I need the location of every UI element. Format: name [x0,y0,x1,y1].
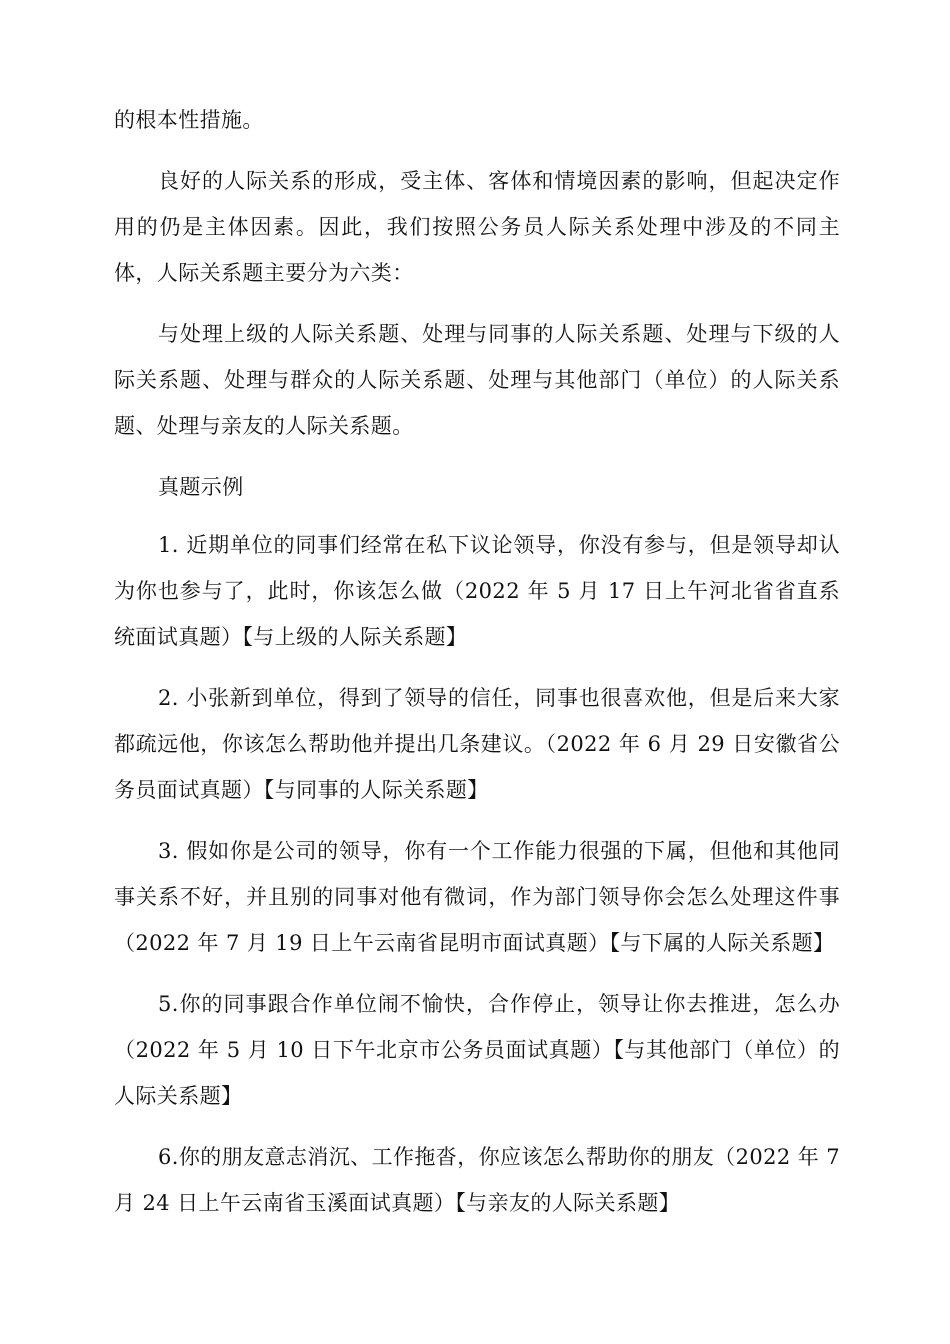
example-item-3: 3. 假如你是公司的领导，你有一个工作能力很强的下属，但他和其他同事关系不好，并且别的同事对他有微词，作为部门领导你会怎么处理这件事（2022 年 7 月 19 日上午云南省昆明市面试真题）【与下属的人际关系题】 [114,839,840,955]
paragraph-intro: 良好的人际关系的形成，受主体、客体和情境因素的影响，但起决定作用的仍是主体因素。因此，我们按照公务员人际关系处理中涉及的不同主体，人际关系题主要分为六类： [114,169,840,285]
example-item-1: 1. 近期单位的同事们经常在私下议论领导，你没有参与，但是领导却认为你也参与了，此时，你该怎么做（2022 年 5 月 17 日上午河北省省直系统面试真题）【与上级的人际关系题】 [114,533,840,649]
document-page [114,97,840,1241]
example-item-5: 5.你的同事跟合作单位闹不愉快，合作停止，领导让你去推进，怎么办（2022 年 5 月 10 日下午北京市公务员面试真题）【与其他部门（单位）的人际关系题】 [114,992,840,1108]
paragraph-categories: 与处理上级的人际关系题、处理与同事的人际关系题、处理与下级的人际关系题、处理与群众的人际关系题、处理与其他部门（单位）的人际关系题、处理与亲友的人际关系题。 [114,322,840,438]
section-heading: 真题示例 [158,475,244,499]
example-item-2: 2. 小张新到单位，得到了领导的信任，同事也很喜欢他，但是后来大家都疏远他，你该怎么帮助他并提出几条建议。（2022 年 6 月 29 日安徽省公务员面试真题）【与同事的人际关系题】 [114,686,840,802]
paragraph-continuation: 的根本性措施。 [114,108,264,132]
example-item-6: 6.你的朋友意志消沉、工作拖沓，你应该怎么帮助你的朋友（2022 年 7 月 24 日上午云南省玉溪面试真题）【与亲友的人际关系题】 [114,1145,840,1215]
